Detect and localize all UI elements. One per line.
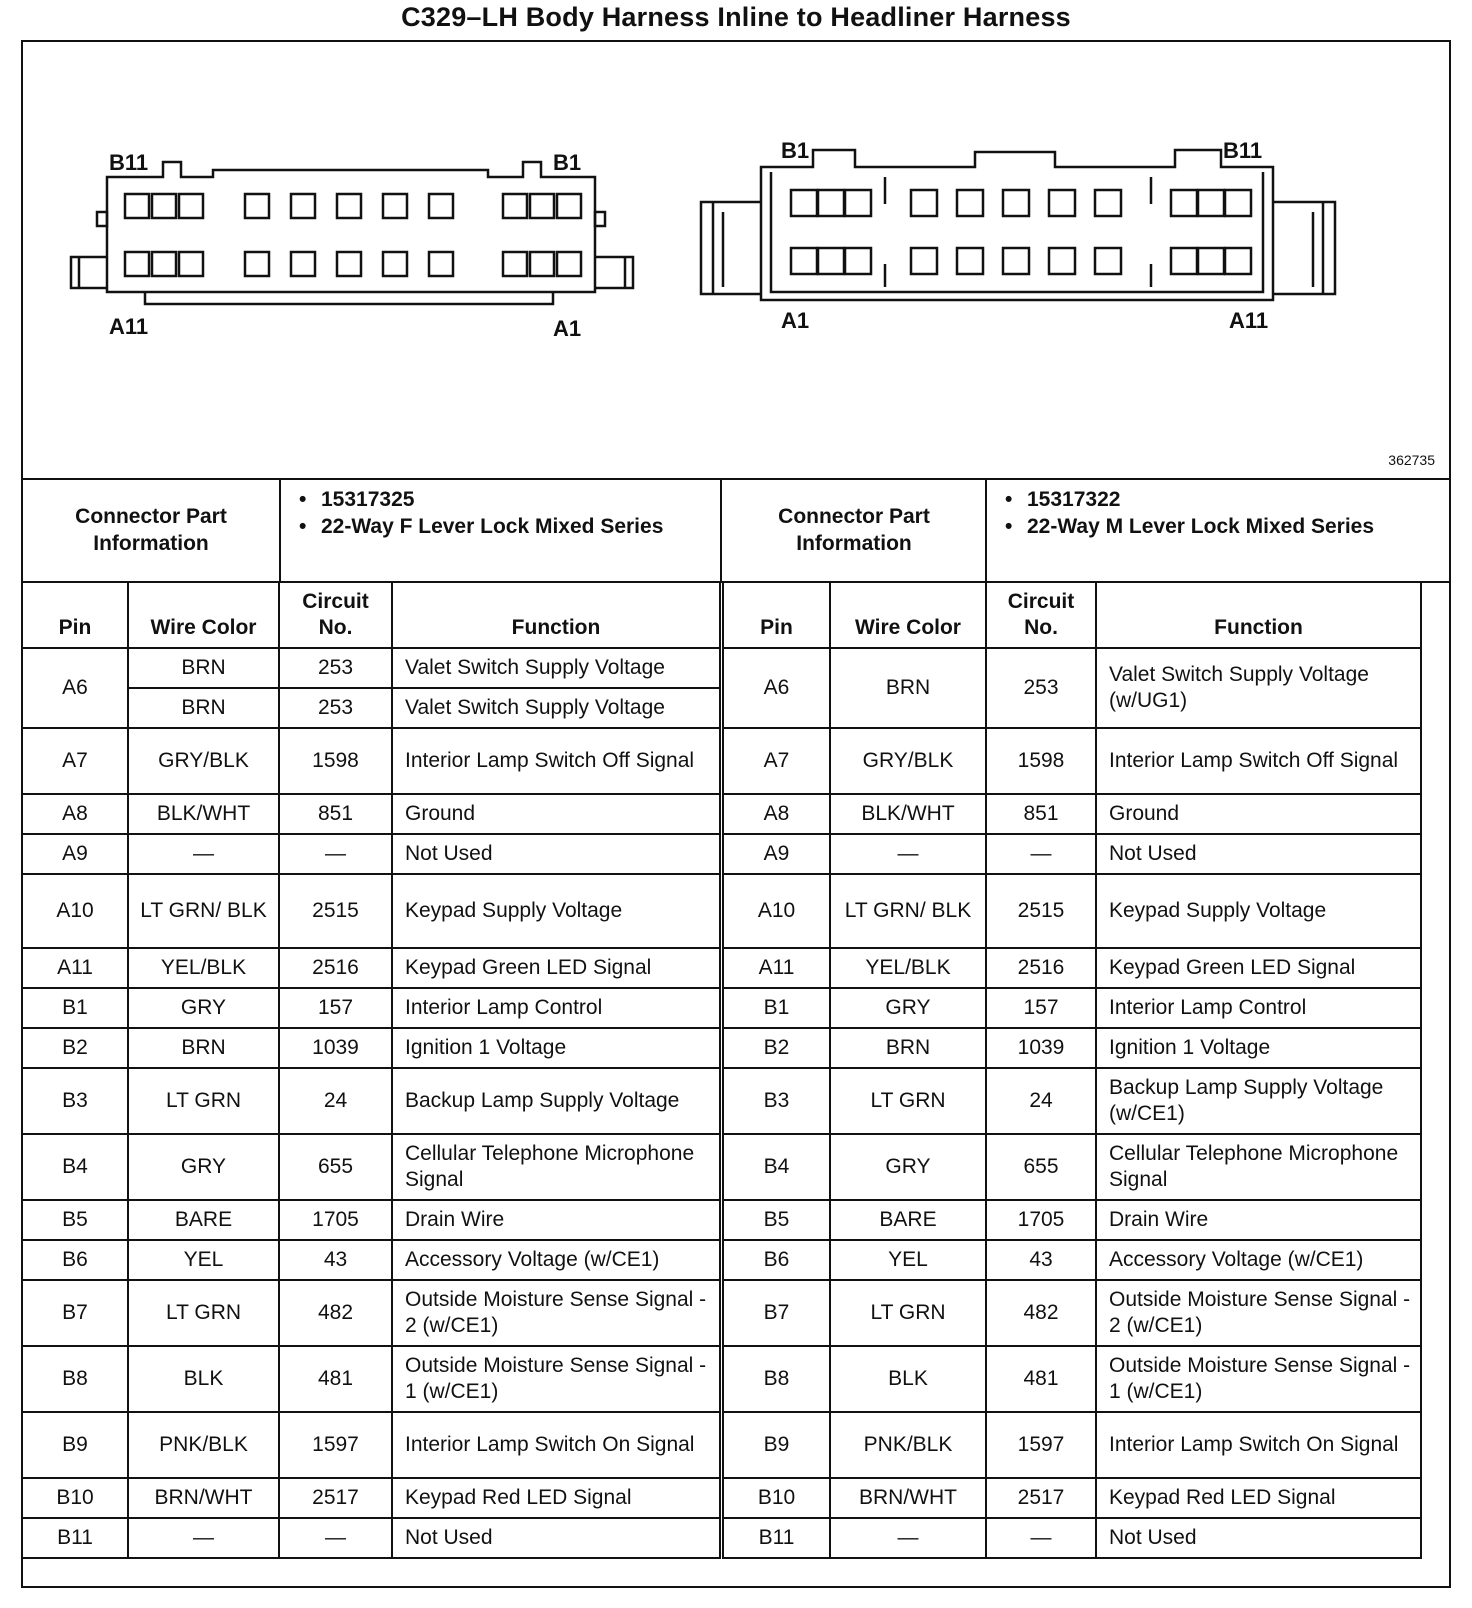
wire-color-cell: BRN/WHT xyxy=(128,1478,279,1518)
table-row xyxy=(723,1518,1421,1558)
left-header-wire-color: Wire Color xyxy=(128,582,279,648)
circuit-cell: 253 xyxy=(986,648,1096,728)
pin-cell: B8 xyxy=(23,1346,128,1412)
left-pinout-table xyxy=(23,581,721,1559)
pin-cell: B8 xyxy=(723,1346,830,1412)
cavity xyxy=(245,194,269,218)
table-row xyxy=(723,1200,1421,1240)
function-cell: Valet Switch Supply Voltage xyxy=(392,648,720,688)
pin-cell: B11 xyxy=(723,1518,830,1558)
cavity xyxy=(125,252,149,276)
pin-cell: B5 xyxy=(723,1200,830,1240)
function-cell: Interior Lamp Control xyxy=(1096,988,1421,1028)
function-cell: Not Used xyxy=(392,834,720,874)
function-cell: Interior Lamp Switch Off Signal xyxy=(392,728,720,794)
pin-cell: B3 xyxy=(723,1068,830,1134)
wire-color-cell: BLK xyxy=(128,1346,279,1412)
wire-color-cell: YEL/BLK xyxy=(128,948,279,988)
left-label-b11: B11 xyxy=(109,150,149,175)
right-header-circuit-no: Circuit No. xyxy=(986,582,1096,648)
circuit-cell: — xyxy=(986,1518,1096,1558)
table-row xyxy=(723,1068,1421,1134)
circuit-cell: 253 xyxy=(279,688,392,728)
circuit-cell: 482 xyxy=(279,1280,392,1346)
wire-color-cell: BLK/WHT xyxy=(128,794,279,834)
pin-cell: A7 xyxy=(723,728,830,794)
cavity xyxy=(1198,248,1224,274)
wire-color-cell: GRY xyxy=(830,988,986,1028)
function-cell: Outside Moisture Sense Signal - 2 (w/CE1) xyxy=(1096,1280,1421,1346)
pin-cell: B3 xyxy=(23,1068,128,1134)
table-row xyxy=(723,1412,1421,1478)
wire-color-cell: BARE xyxy=(128,1200,279,1240)
cavity xyxy=(152,252,176,276)
right-part-details xyxy=(987,478,1449,581)
function-cell: Cellular Telephone Microphone Signal xyxy=(392,1134,720,1200)
function-cell: Backup Lamp Supply Voltage (w/CE1) xyxy=(1096,1068,1421,1134)
circuit-cell: 655 xyxy=(986,1134,1096,1200)
circuit-cell: 253 xyxy=(279,648,392,688)
function-cell: Not Used xyxy=(392,1518,720,1558)
cavity xyxy=(383,252,407,276)
pin-cell: B1 xyxy=(723,988,830,1028)
table-row xyxy=(23,728,720,794)
cavity xyxy=(957,248,983,274)
table-row xyxy=(23,1478,720,1518)
right-pinout-table xyxy=(722,581,1422,1559)
cavity xyxy=(530,252,554,276)
table-row xyxy=(23,688,720,728)
circuit-cell: 481 xyxy=(986,1346,1096,1412)
wire-color-cell: BRN xyxy=(830,648,986,728)
cavity xyxy=(1171,248,1197,274)
cavity xyxy=(530,194,554,218)
table-row xyxy=(23,874,720,948)
right-header-wire-color: Wire Color xyxy=(830,582,986,648)
table-row xyxy=(23,1028,720,1068)
pin-cell: B11 xyxy=(23,1518,128,1558)
wire-color-cell: BRN xyxy=(128,1028,279,1068)
wire-color-cell: — xyxy=(830,834,986,874)
cavity xyxy=(845,248,871,274)
wire-color-cell: LT GRN/ BLK xyxy=(830,874,986,948)
circuit-cell: 43 xyxy=(279,1240,392,1280)
function-cell: Interior Lamp Switch Off Signal xyxy=(1096,728,1421,794)
function-cell: Keypad Supply Voltage xyxy=(1096,874,1421,948)
cavity xyxy=(291,194,315,218)
table-row xyxy=(723,1028,1421,1068)
circuit-cell: 2515 xyxy=(279,874,392,948)
circuit-cell: 851 xyxy=(986,794,1096,834)
wire-color-cell: BARE xyxy=(830,1200,986,1240)
circuit-cell: 157 xyxy=(279,988,392,1028)
pin-cell: B2 xyxy=(723,1028,830,1068)
pin-cell: A9 xyxy=(23,834,128,874)
circuit-cell: — xyxy=(986,834,1096,874)
pin-cell: B7 xyxy=(723,1280,830,1346)
figure-number: 362735 xyxy=(1388,452,1435,468)
function-cell: Interior Lamp Control xyxy=(392,988,720,1028)
pin-cell: A11 xyxy=(723,948,830,988)
table-row xyxy=(23,988,720,1028)
table-row xyxy=(723,988,1421,1028)
cavity xyxy=(1095,190,1121,216)
cavity xyxy=(557,194,581,218)
left-header-pin: Pin xyxy=(23,582,128,648)
pin-cell: B7 xyxy=(23,1280,128,1346)
pin-cell: B10 xyxy=(23,1478,128,1518)
function-cell: Outside Moisture Sense Signal - 2 (w/CE1) xyxy=(392,1280,720,1346)
function-cell: Backup Lamp Supply Voltage xyxy=(392,1068,720,1134)
right-label-a1: A1 xyxy=(781,308,810,333)
page-title: C329–LH Body Harness Inline to Headliner Harness xyxy=(401,2,1071,32)
cavity xyxy=(383,194,407,218)
pin-cell: B4 xyxy=(23,1134,128,1200)
wire-color-cell: BLK/WHT xyxy=(830,794,986,834)
table-row xyxy=(723,794,1421,834)
circuit-cell: 24 xyxy=(986,1068,1096,1134)
table-row xyxy=(723,1134,1421,1200)
left-label-a1: A1 xyxy=(553,316,582,341)
function-cell: Cellular Telephone Microphone Signal xyxy=(1096,1134,1421,1200)
cavity xyxy=(291,252,315,276)
function-cell: Valet Switch Supply Voltage xyxy=(392,688,720,728)
wire-color-cell: LT GRN/ BLK xyxy=(128,874,279,948)
function-cell: Interior Lamp Switch On Signal xyxy=(392,1412,720,1478)
function-cell: Keypad Red LED Signal xyxy=(1096,1478,1421,1518)
wire-color-cell: YEL/BLK xyxy=(830,948,986,988)
circuit-cell: 157 xyxy=(986,988,1096,1028)
circuit-cell: 1039 xyxy=(279,1028,392,1068)
wire-color-cell: GRY xyxy=(830,1134,986,1200)
circuit-cell: 1705 xyxy=(986,1200,1096,1240)
pin-cell: B10 xyxy=(723,1478,830,1518)
function-cell: Keypad Green LED Signal xyxy=(392,948,720,988)
right-info-label: Connector Part Information xyxy=(778,504,930,555)
cavity xyxy=(337,252,361,276)
table-row xyxy=(23,948,720,988)
table-row xyxy=(723,648,1421,728)
circuit-cell: 1598 xyxy=(986,728,1096,794)
table-row xyxy=(23,1200,720,1240)
cavity xyxy=(1095,248,1121,274)
wire-color-cell: LT GRN xyxy=(128,1068,279,1134)
pin-cell: A7 xyxy=(23,728,128,794)
wire-color-cell: BRN xyxy=(128,648,279,688)
pin-cell: A9 xyxy=(723,834,830,874)
function-cell: Ignition 1 Voltage xyxy=(1096,1028,1421,1068)
pin-cell: B6 xyxy=(23,1240,128,1280)
cavity xyxy=(1003,190,1029,216)
circuit-cell: 2515 xyxy=(986,874,1096,948)
pin-cell: B5 xyxy=(23,1200,128,1240)
left-info-label: Connector Part Information xyxy=(75,504,227,555)
table-row xyxy=(23,1134,720,1200)
circuit-cell: 2517 xyxy=(279,1478,392,1518)
connector-diagram xyxy=(23,42,1449,480)
function-cell: Valet Switch Supply Voltage (w/UG1) xyxy=(1096,648,1421,728)
table-row xyxy=(723,1240,1421,1280)
left-pinout-rows xyxy=(23,648,720,1558)
circuit-cell: 1705 xyxy=(279,1200,392,1240)
right-label-b11: B11 xyxy=(1223,138,1263,163)
wire-color-cell: LT GRN xyxy=(830,1068,986,1134)
circuit-cell: 43 xyxy=(986,1240,1096,1280)
cavity xyxy=(957,190,983,216)
circuit-cell: — xyxy=(279,1518,392,1558)
cavity xyxy=(179,252,203,276)
left-connector-cavities xyxy=(125,194,581,276)
left-connector-face xyxy=(71,162,633,304)
wire-color-cell: BRN xyxy=(128,688,279,728)
wire-color-cell: BRN/WHT xyxy=(830,1478,986,1518)
table-row xyxy=(723,834,1421,874)
cavity xyxy=(1003,248,1029,274)
function-cell: Ignition 1 Voltage xyxy=(392,1028,720,1068)
pin-cell: A10 xyxy=(723,874,830,948)
circuit-cell: 1039 xyxy=(986,1028,1096,1068)
table-row xyxy=(23,1518,720,1558)
table-row xyxy=(723,948,1421,988)
cavity xyxy=(503,252,527,276)
right-connector-face xyxy=(701,150,1335,300)
cavity xyxy=(1049,190,1075,216)
cavity xyxy=(1171,190,1197,216)
table-row xyxy=(723,728,1421,794)
left-header-circuit-no: Circuit No. xyxy=(279,582,392,648)
table-row xyxy=(23,1068,720,1134)
table-row xyxy=(723,874,1421,948)
pin-cell: B9 xyxy=(723,1412,830,1478)
cavity xyxy=(152,194,176,218)
right-part-number: • 15317322 xyxy=(1027,486,1449,513)
table-row xyxy=(23,1280,720,1346)
function-cell: Keypad Supply Voltage xyxy=(392,874,720,948)
pin-cell: B9 xyxy=(23,1412,128,1478)
circuit-cell: 1598 xyxy=(279,728,392,794)
table-row xyxy=(23,794,720,834)
function-cell: Ground xyxy=(1096,794,1421,834)
circuit-cell: 481 xyxy=(279,1346,392,1412)
circuit-cell: 2517 xyxy=(986,1478,1096,1518)
wire-color-cell: LT GRN xyxy=(830,1280,986,1346)
table-row xyxy=(723,1346,1421,1412)
circuit-cell: 482 xyxy=(986,1280,1096,1346)
wire-color-cell: PNK/BLK xyxy=(830,1412,986,1478)
cavity xyxy=(503,194,527,218)
function-cell: Not Used xyxy=(1096,834,1421,874)
left-part-details xyxy=(281,478,722,581)
cavity xyxy=(845,190,871,216)
pin-cell: A6 xyxy=(23,648,128,728)
wire-color-cell: YEL xyxy=(128,1240,279,1280)
right-pinout-rows xyxy=(723,648,1421,1558)
wire-color-cell: GRY/BLK xyxy=(830,728,986,794)
function-cell: Accessory Voltage (w/CE1) xyxy=(392,1240,720,1280)
wire-color-cell: — xyxy=(128,1518,279,1558)
function-cell: Outside Moisture Sense Signal - 1 (w/CE1) xyxy=(392,1346,720,1412)
table-row xyxy=(23,1412,720,1478)
wire-color-cell: BRN xyxy=(830,1028,986,1068)
circuit-cell: 851 xyxy=(279,794,392,834)
circuit-cell: 1597 xyxy=(279,1412,392,1478)
pin-cell: A8 xyxy=(723,794,830,834)
wire-color-cell: — xyxy=(128,834,279,874)
cavity xyxy=(1198,190,1224,216)
function-cell: Drain Wire xyxy=(1096,1200,1421,1240)
cavity xyxy=(1225,248,1251,274)
right-label-b1: B1 xyxy=(781,138,810,163)
pin-cell: B2 xyxy=(23,1028,128,1068)
wire-color-cell: YEL xyxy=(830,1240,986,1280)
pin-cell: A10 xyxy=(23,874,128,948)
function-cell: Keypad Green LED Signal xyxy=(1096,948,1421,988)
function-cell: Drain Wire xyxy=(392,1200,720,1240)
cavity xyxy=(245,252,269,276)
wire-color-cell: LT GRN xyxy=(128,1280,279,1346)
wire-color-cell: — xyxy=(830,1518,986,1558)
cavity xyxy=(911,190,937,216)
circuit-cell: 2516 xyxy=(986,948,1096,988)
table-row xyxy=(723,1280,1421,1346)
cavity xyxy=(911,248,937,274)
pin-cell: B6 xyxy=(723,1240,830,1280)
cavity xyxy=(429,252,453,276)
right-label-a11: A11 xyxy=(1229,308,1269,333)
cavity xyxy=(337,194,361,218)
right-connector-cavities xyxy=(791,190,1251,274)
function-cell: Interior Lamp Switch On Signal xyxy=(1096,1412,1421,1478)
left-header-function: Function xyxy=(392,582,720,648)
pin-cell: A11 xyxy=(23,948,128,988)
connector-part-info-row xyxy=(23,478,1449,583)
wire-color-cell: BLK xyxy=(830,1346,986,1412)
table-row xyxy=(23,834,720,874)
cavity xyxy=(1049,248,1075,274)
function-cell: Outside Moisture Sense Signal - 1 (w/CE1) xyxy=(1096,1346,1421,1412)
wire-color-cell: PNK/BLK xyxy=(128,1412,279,1478)
function-cell: Keypad Red LED Signal xyxy=(392,1478,720,1518)
function-cell: Ground xyxy=(392,794,720,834)
function-cell: Not Used xyxy=(1096,1518,1421,1558)
table-row xyxy=(23,1346,720,1412)
right-header-function: Function xyxy=(1096,582,1421,648)
pin-cell: A6 xyxy=(723,648,830,728)
cavity xyxy=(818,248,844,274)
pin-cell: B4 xyxy=(723,1134,830,1200)
cavity xyxy=(818,190,844,216)
cavity xyxy=(179,194,203,218)
left-part-number: • 15317325 xyxy=(321,486,722,513)
connector-drawing xyxy=(23,42,1449,478)
pin-cell: B1 xyxy=(23,988,128,1028)
pin-cell: A8 xyxy=(23,794,128,834)
cavity xyxy=(125,194,149,218)
circuit-cell: 2516 xyxy=(279,948,392,988)
right-header-pin: Pin xyxy=(723,582,830,648)
cavity xyxy=(557,252,581,276)
right-part-description: • 22-Way M Lever Lock Mixed Series xyxy=(1027,513,1449,540)
circuit-cell: 1597 xyxy=(986,1412,1096,1478)
diagram-frame xyxy=(21,40,1451,1588)
table-row xyxy=(23,648,720,688)
table-row xyxy=(723,1478,1421,1518)
wire-color-cell: GRY xyxy=(128,1134,279,1200)
wire-color-cell: GRY/BLK xyxy=(128,728,279,794)
left-part-description: • 22-Way F Lever Lock Mixed Series xyxy=(321,513,722,540)
table-row xyxy=(23,1240,720,1280)
left-label-a11: A11 xyxy=(109,314,149,339)
function-cell: Accessory Voltage (w/CE1) xyxy=(1096,1240,1421,1280)
circuit-cell: 24 xyxy=(279,1068,392,1134)
left-label-b1: B1 xyxy=(553,150,582,175)
cavity xyxy=(1225,190,1251,216)
cavity xyxy=(429,194,453,218)
cavity xyxy=(791,190,817,216)
circuit-cell: 655 xyxy=(279,1134,392,1200)
wire-color-cell: GRY xyxy=(128,988,279,1028)
circuit-cell: — xyxy=(279,834,392,874)
cavity xyxy=(791,248,817,274)
